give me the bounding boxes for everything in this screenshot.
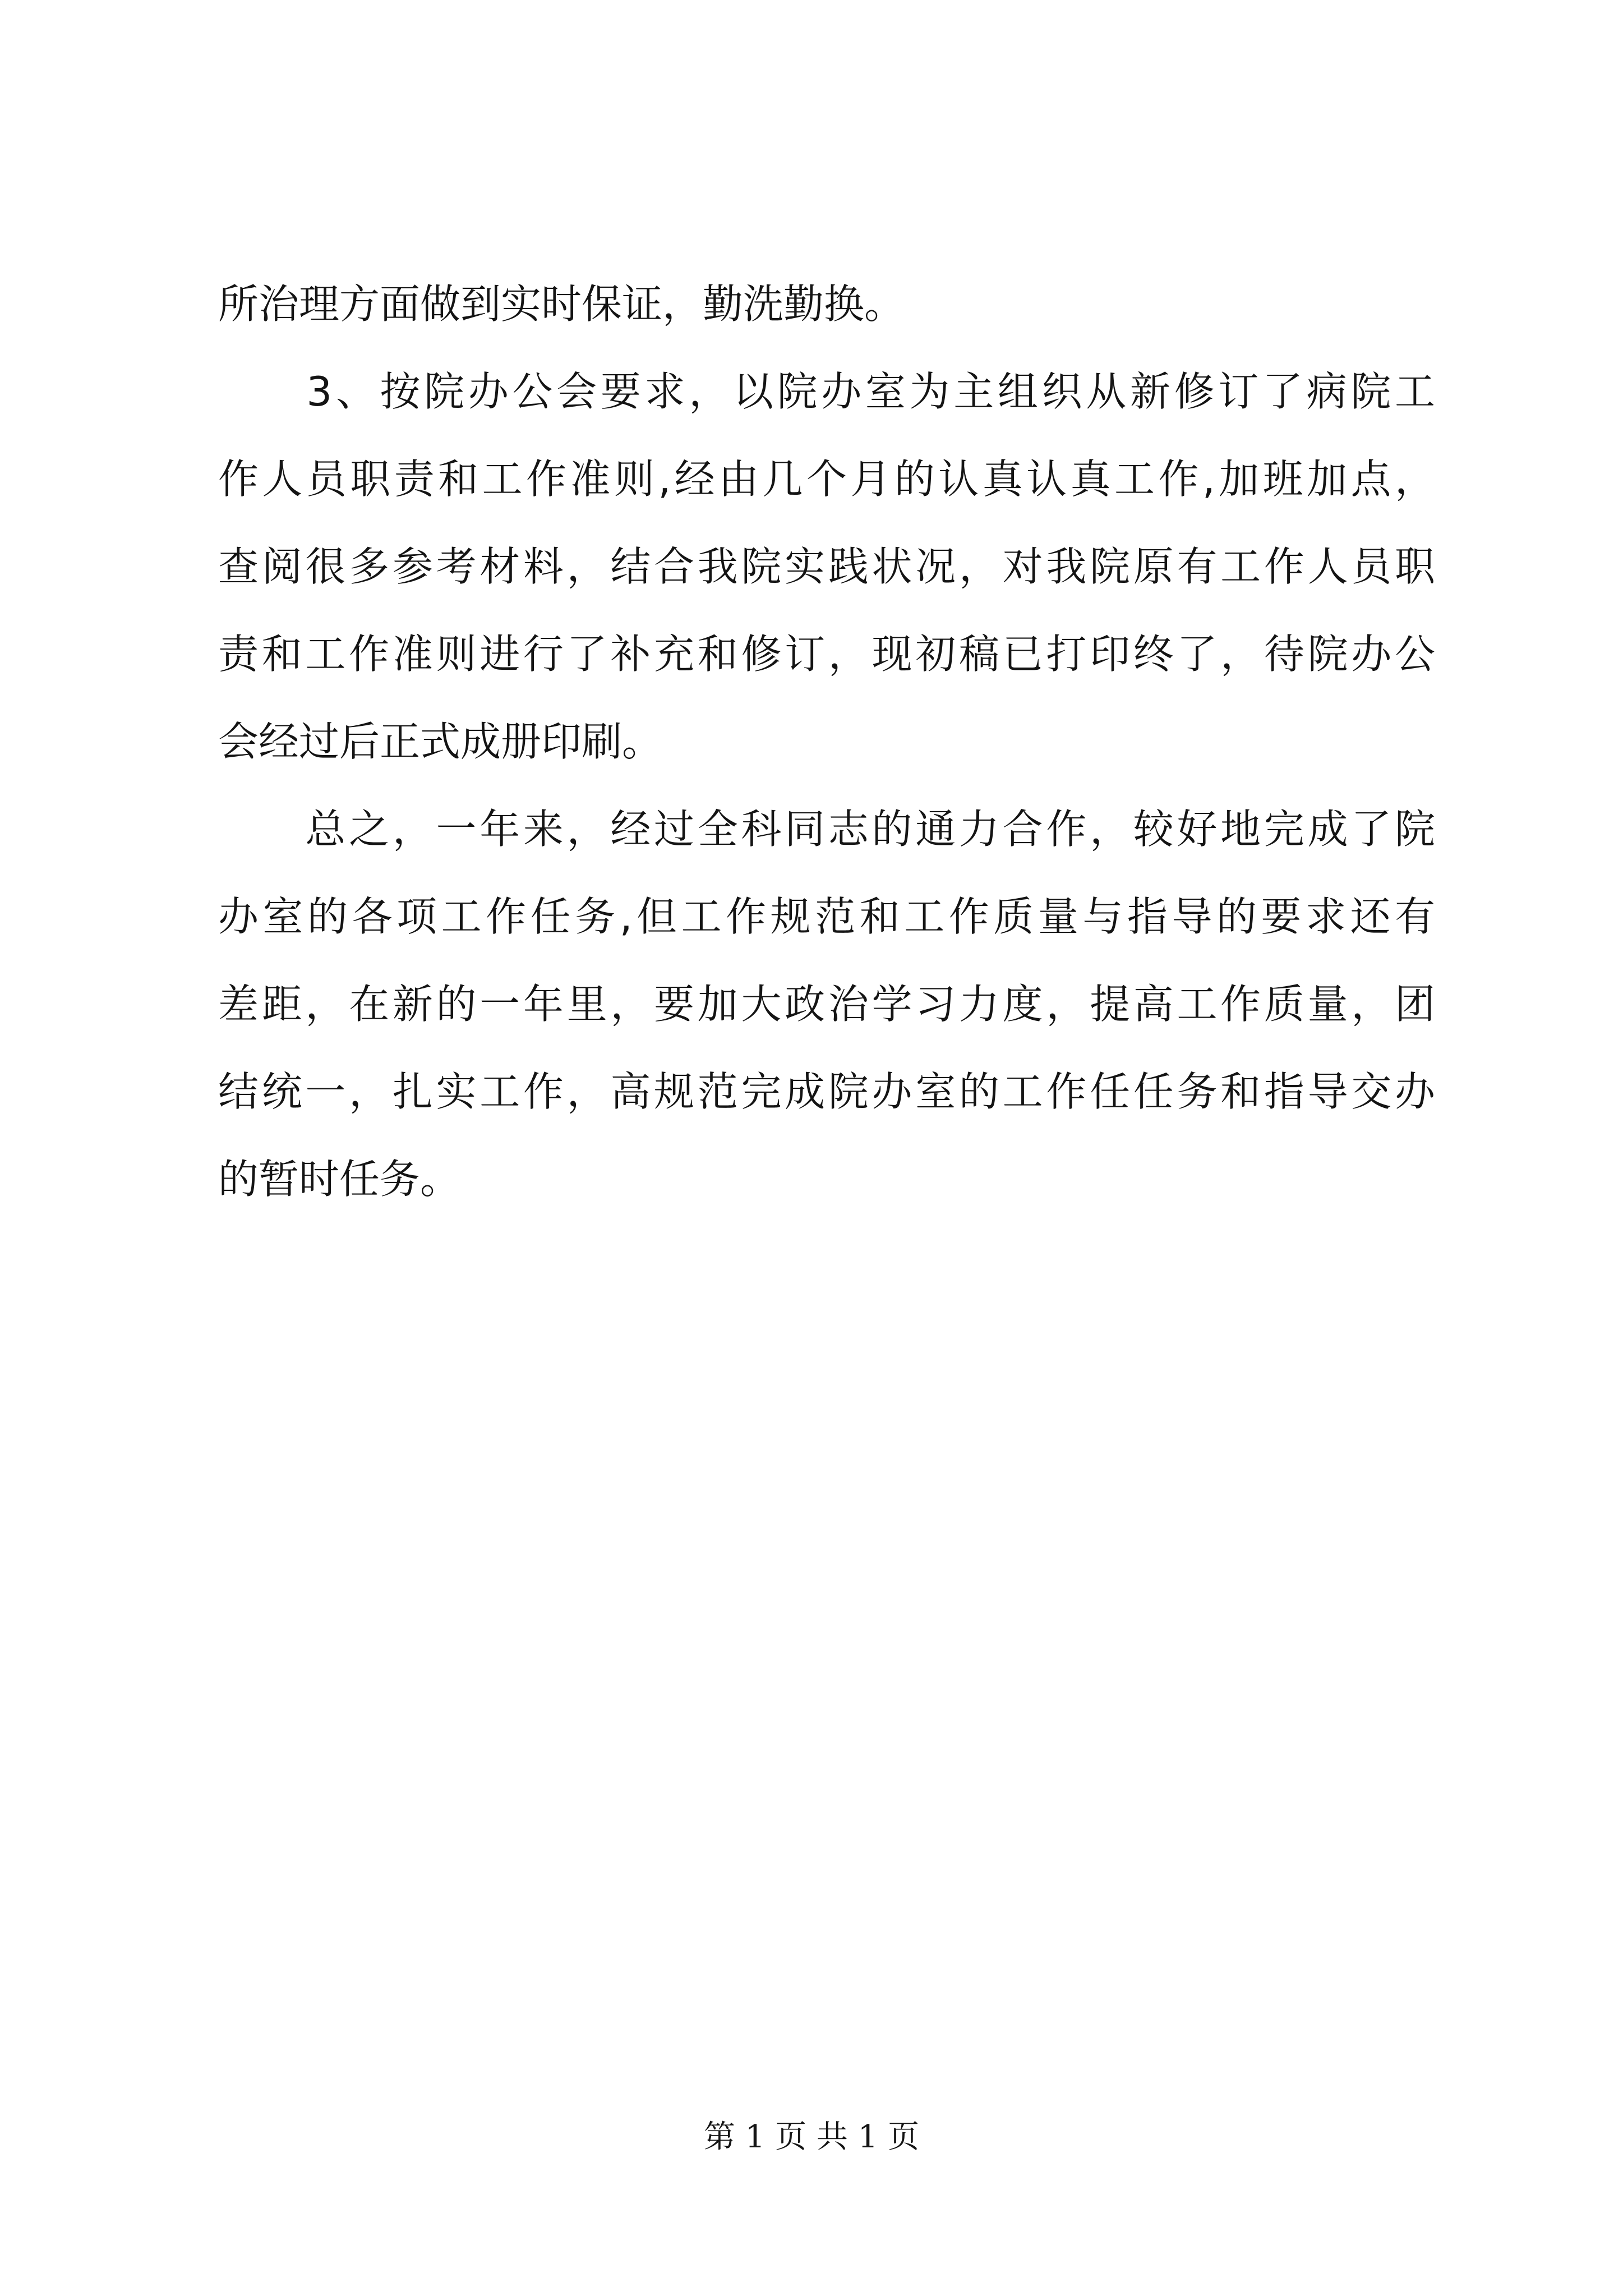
- page-footer: [0, 2115, 1623, 2160]
- text-line: 所治理方面做到实时保证，勤洗勤换。: [218, 280, 905, 328]
- document-body: [218, 260, 1435, 1223]
- text-line: 办室的各项工作任务,但工作规范和工作质量与指导的要求还有: [218, 893, 1435, 940]
- text-line: 3、按院办公会要求，以院办室为主组织从新修订了病院工: [218, 368, 1435, 415]
- text-line: 结统一，扎实工作，高规范完成院办室的工作任任务和指导交办: [218, 1068, 1435, 1115]
- text-line: 的暂时任务。: [218, 1156, 461, 1203]
- text-line: 总之，一年来，经过全科同志的通力合作，较好地完成了院: [218, 806, 1435, 853]
- text-line: 查阅很多参考材料，结合我院实践状况，对我院原有工作人员职: [218, 543, 1435, 590]
- text-line: 差距，在新的一年里，要加大政治学习力度，提高工作质量，团: [218, 981, 1435, 1028]
- text-line: 作人员职责和工作准则,经由几个月的认真认真工作,加班加点，: [218, 455, 1435, 503]
- text-line: 会经过后正式成册印刷。: [218, 718, 663, 765]
- text-line: 责和工作准则进行了补充和修订，现初稿已打印终了，待院办公: [218, 631, 1435, 678]
- page-number: 第 1 页 共 1 页: [703, 2119, 920, 2155]
